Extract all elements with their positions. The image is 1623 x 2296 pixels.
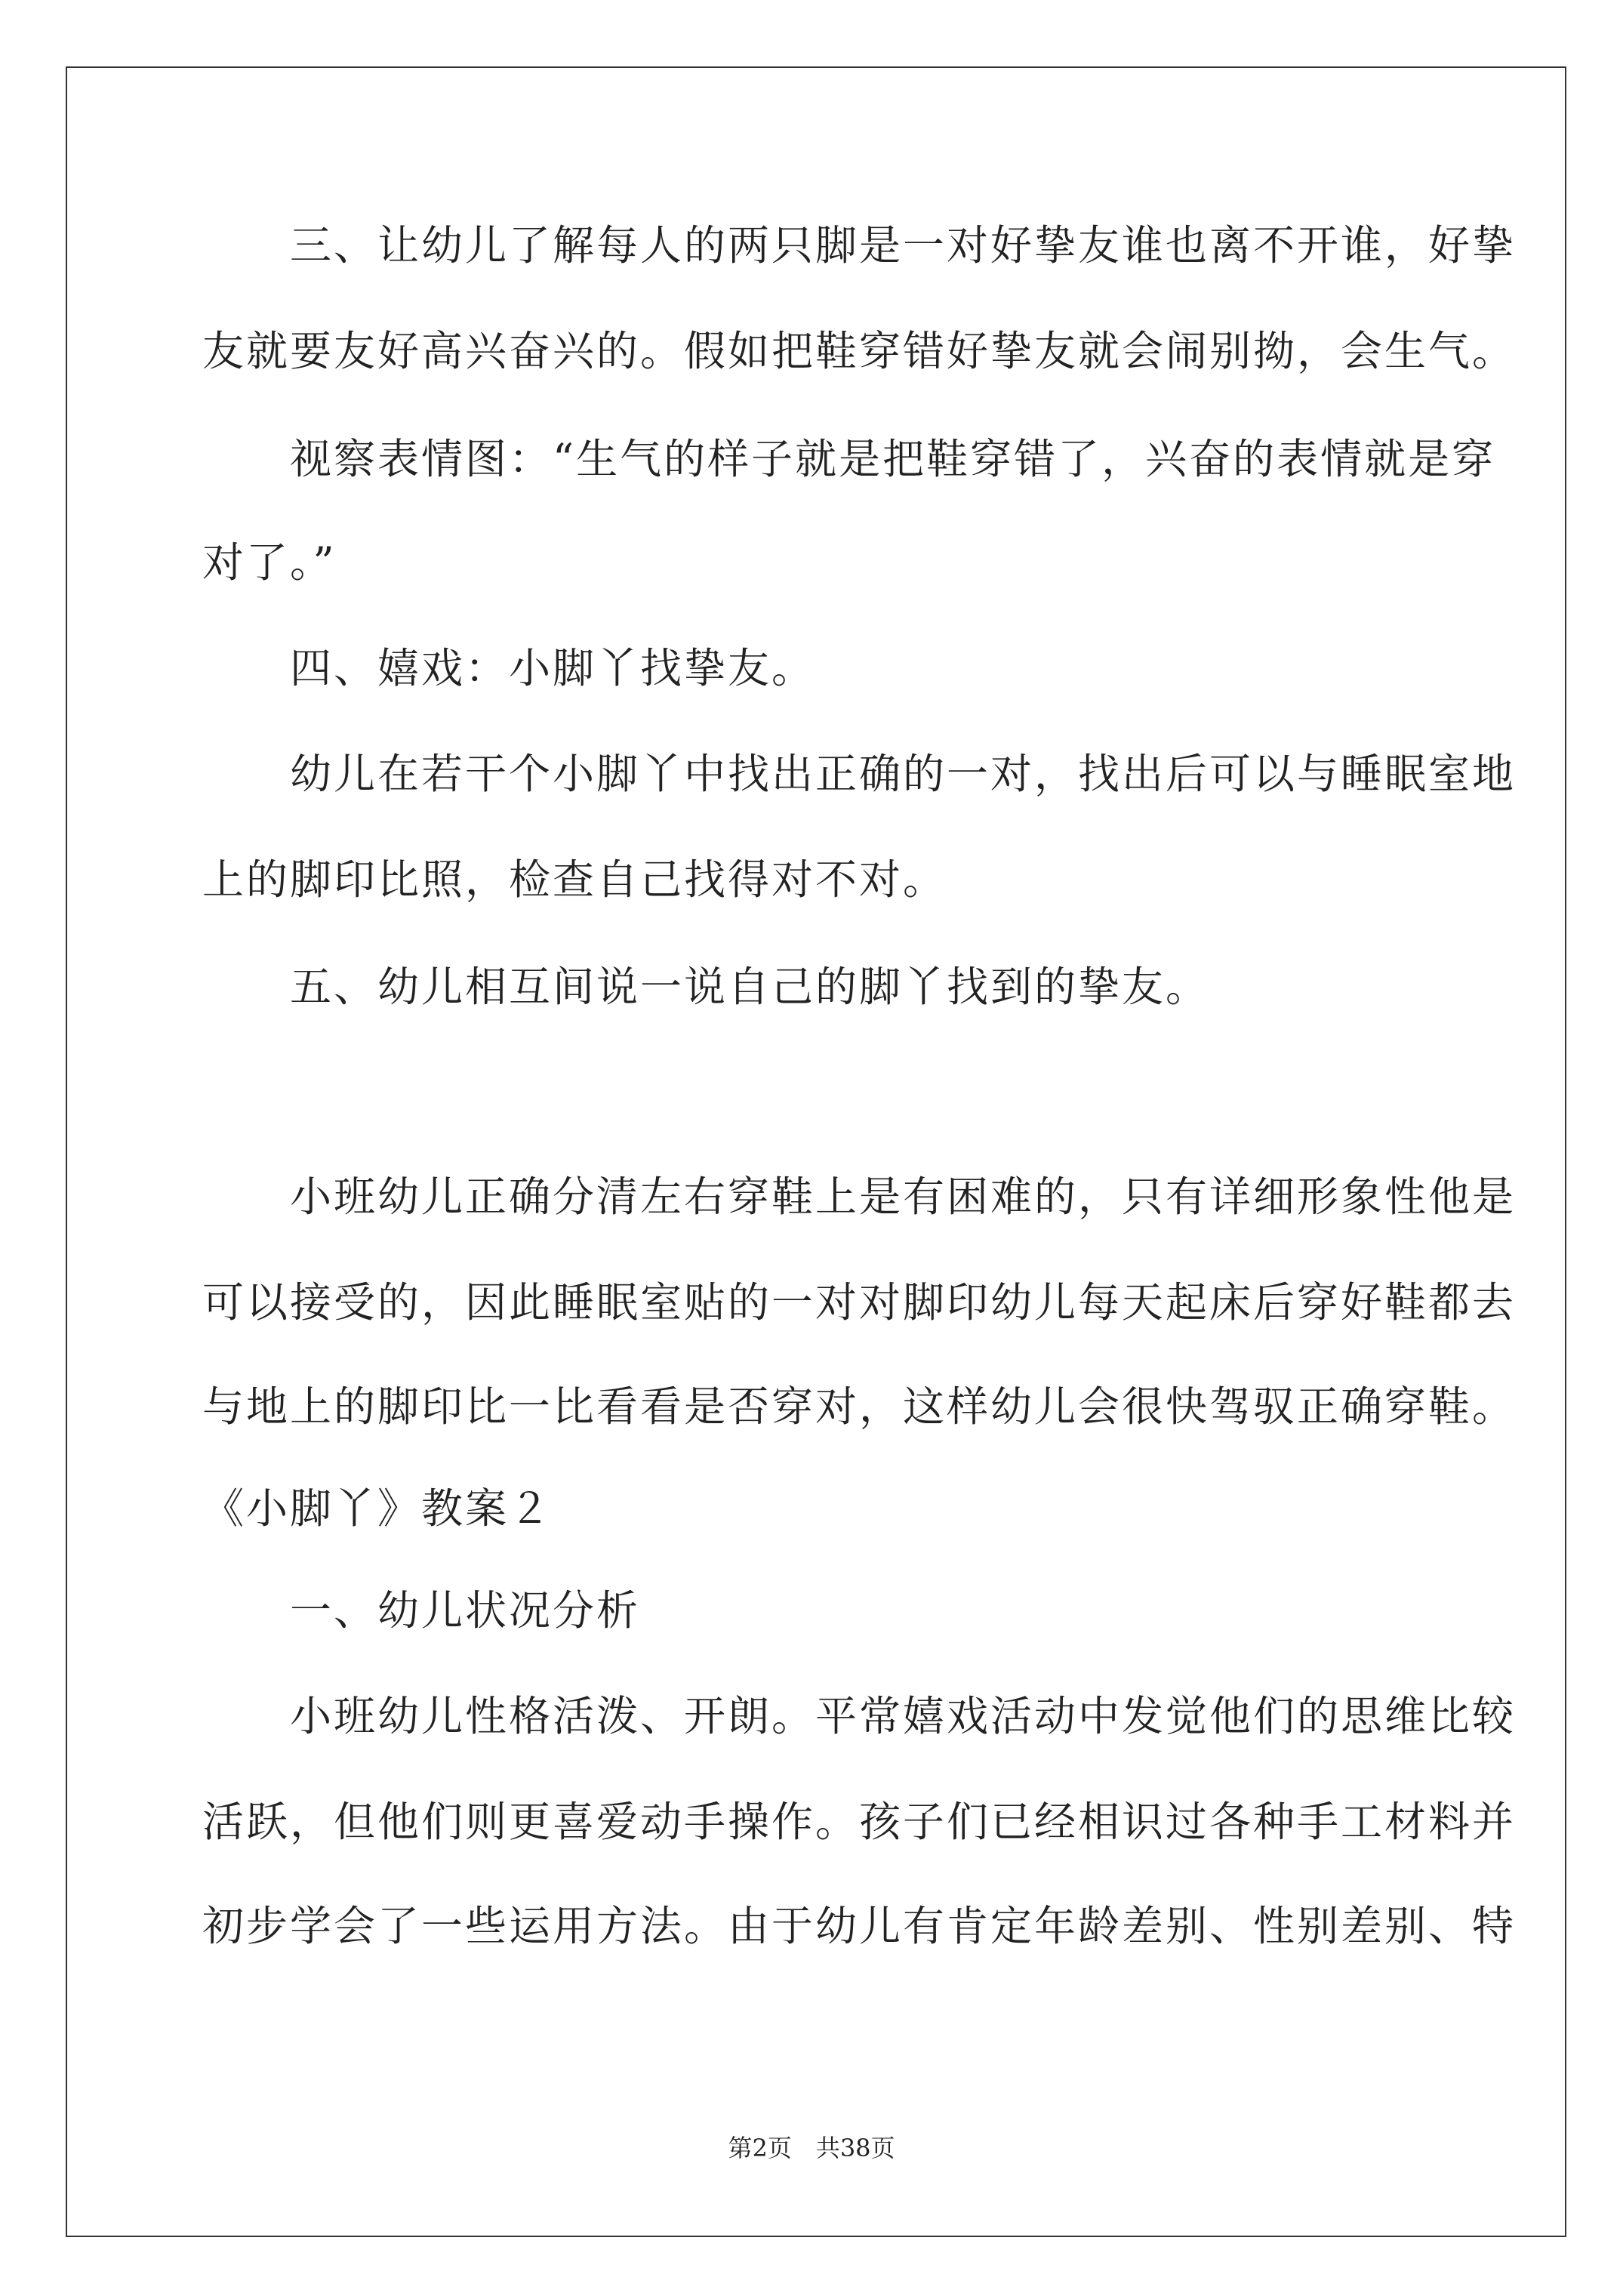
page-number-footer: 第2页 共38页 (728, 2134, 895, 2162)
text-line: 视察表情图：“生气的样子就是把鞋穿错了，兴奋的表情就是穿 (202, 435, 1496, 483)
text-line: 三、让幼儿了解每人的两只脚是一对好挚友谁也离不开谁，好挚 (202, 221, 1517, 270)
text-line: 一、幼儿状况分析 (202, 1586, 641, 1635)
text-line: 幼儿在若干个小脚丫中找出正确的一对，找出后可以与睡眠室地 (202, 750, 1517, 798)
text-line: 小班幼儿性格活泼、开朗。平常嬉戏活动中发觉他们的思维比较 (202, 1692, 1517, 1740)
text-line: 友就要友好高兴奋兴的。假如把鞋穿错好挚友就会闹别拗，会生气。 (202, 327, 1517, 375)
text-line: 五、幼儿相互间说一说自己的脚丫找到的挚友。 (202, 963, 1210, 1011)
text-line: 小班幼儿正确分清左右穿鞋上是有困难的，只有详细形象性他是 (202, 1173, 1517, 1221)
text-line: 与地上的脚印比一比看看是否穿对，这样幼儿会很快驾驭正确穿鞋。 (202, 1382, 1517, 1431)
text-line: 对了。” (202, 538, 337, 587)
text-line: 可以接受的，因此睡眠室贴的一对对脚印幼儿每天起床后穿好鞋都去 (202, 1278, 1517, 1327)
section-heading: 《小脚丫》教案２ (202, 1484, 553, 1533)
text-line: 活跃，但他们则更喜爱动手操作。孩子们已经相识过各种手工材料并 (202, 1798, 1517, 1846)
text-line: 初步学会了一些运用方法。由于幼儿有肯定年龄差别、性别差别、特 (202, 1902, 1517, 1950)
text-line: 四、嬉戏：小脚丫找挚友。 (202, 644, 816, 692)
text-line: 上的脚印比照，检查自己找得对不对。 (202, 855, 947, 904)
